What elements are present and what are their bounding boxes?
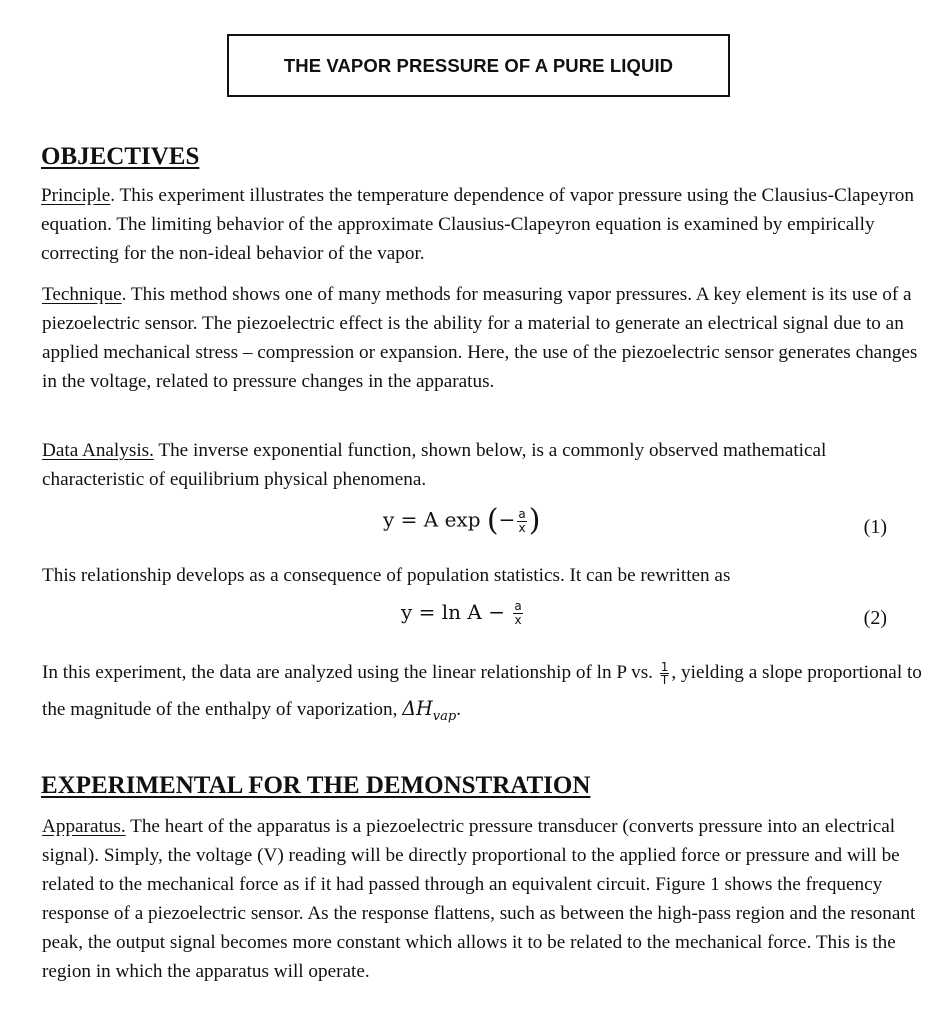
apparatus-paragraph: [42, 812, 922, 986]
data-analysis-text: The inverse exponential function, shown below, is a commonly observed mathematical characteristic of equilibrium physical phenomena.: [42, 440, 827, 490]
apparatus-label: Apparatus.: [42, 816, 126, 837]
principle-paragraph: [41, 181, 921, 268]
equation-2: [401, 600, 525, 627]
equation-1-numerator: a: [518, 506, 526, 521]
analysis-paragraph: [42, 655, 922, 735]
objectives-heading: OBJECTIVES: [41, 143, 200, 170]
equation-1-minus: −: [498, 507, 516, 532]
analysis-fraction-numerator: 1: [660, 659, 669, 674]
equation-1: [383, 503, 541, 538]
technique-label: Technique: [42, 284, 122, 305]
experimental-heading: EXPERIMENTAL FOR THE DEMONSTRATION: [41, 772, 591, 799]
equation-1-lhs: y = A exp: [383, 507, 487, 532]
analysis-text-end: .: [456, 699, 461, 720]
principle-label: Principle: [41, 185, 111, 206]
data-analysis-paragraph: [42, 436, 922, 494]
equation-2-denominator: x: [514, 613, 522, 627]
enthalpy-symbol: ΔH: [402, 697, 433, 720]
equation-2-numerator: a: [514, 599, 522, 614]
document-title: THE VAPOR PRESSURE OF A PURE LIQUID: [283, 54, 674, 76]
principle-text: . This experiment illustrates the temperature dependence of vapor pressure using the Clausius-Clapeyron equation. The limiting behavior of the approximate Clausius-Clapeyron equation is examined by empirically correcting for the non-ideal behavior of the vapor.: [41, 185, 914, 264]
equation-1-open-paren: (: [486, 503, 499, 538]
equation-1-close-paren: ): [528, 503, 541, 538]
analysis-text-middle: , yielding a slope proportional to the magnitude of the enthalpy of vaporization,: [42, 662, 922, 720]
analysis-fraction: [660, 661, 670, 687]
title-box: [227, 34, 730, 97]
data-analysis-label: Data Analysis.: [42, 440, 154, 461]
equation-1-denominator: x: [518, 520, 526, 535]
enthalpy-subscript: vap: [432, 708, 457, 724]
equation-2-fraction: [513, 600, 522, 626]
equation-2-lhs: y = ln A −: [401, 600, 512, 624]
rewrite-paragraph: This relationship develops as a consequence of population statistics. It can be rewritten as: [42, 565, 731, 586]
equation-1-fraction: [517, 508, 526, 534]
analysis-text-start: In this experiment, the data are analyzed using the linear relationship of ln P vs.: [42, 662, 658, 683]
apparatus-text: The heart of the apparatus is a piezoelectric pressure transducer (converts pressure into an electrical signal). Simply, the voltage (V) reading will be directly proportional to the applied force or pressure and will be related to the mechanical force as if it had passed through an equivalent circuit. Figure 1 shows the frequency response of a piezoelectric sensor. As the response flattens, such as between the high-pass region and the resonant peak, the output signal becomes more constant which allows it to be related to the mechanical force. This is the region in which the apparatus will operate.: [42, 816, 916, 982]
equation-1-number: (1): [863, 516, 887, 538]
equation-2-number: (2): [863, 607, 887, 629]
technique-paragraph: [42, 280, 922, 396]
technique-text: . This method shows one of many methods for measuring vapor pressures. A key element is its use of a piezoelectric sensor. The piezoelectric effect is the ability for a material to generate an electrical signal due to an applied mechanical stress – compression or expansion. Here, the use of the piezoelectric sensor generates changes in the voltage, related to pressure changes in the apparatus.: [42, 284, 918, 392]
analysis-fraction-denominator: T: [660, 673, 669, 688]
